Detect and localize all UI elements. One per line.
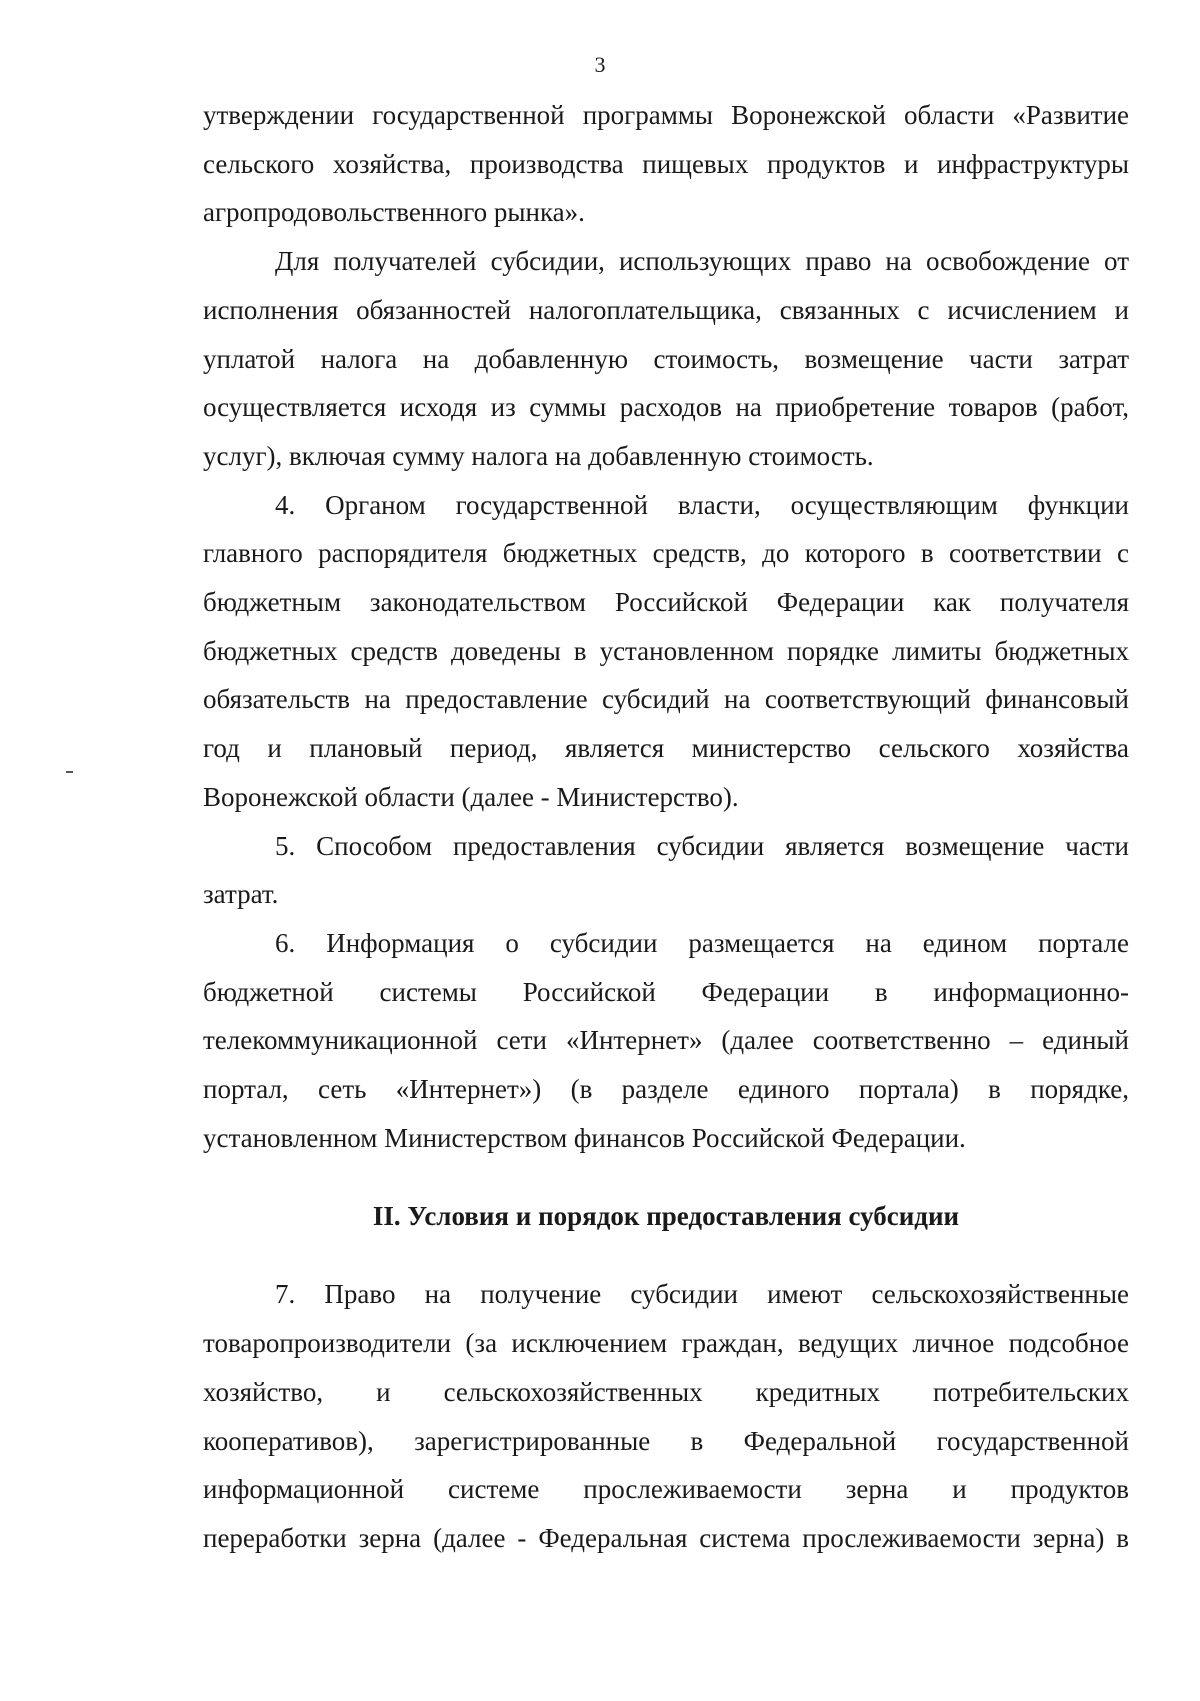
paragraph-continuation [203, 91, 1129, 237]
text-line: агропродовольственного рынка». [203, 197, 585, 228]
text-line: 7. Право на получение субсидии имеют сельскохозяйственные [275, 1279, 1129, 1310]
text-line: обязательств на предоставление субсидий на соответствующий финансовый [203, 684, 1129, 715]
text-line: бюджетной системы Российской Федерации в информационно- [203, 976, 1129, 1007]
text-line: Для получателей субсидии, использующих право на освобождение от [275, 246, 1129, 277]
text-line: 5. Способом предоставления субсидии является возмещение части [275, 830, 1129, 861]
text-line: хозяйство, и сельскохозяйственных кредитных потребительских [203, 1376, 1129, 1407]
section-heading: II. Условия и порядок предоставления субсидии [372, 1201, 960, 1232]
document-body [203, 91, 1129, 1563]
paragraph-vat [203, 237, 1129, 481]
text-line: информационной системе прослеживаемости зерна и продуктов [203, 1474, 1129, 1505]
text-line: товаропроизводители (за исключением граждан, ведущих личное подсобное [203, 1328, 1129, 1359]
text-line: переработки зерна (далее - Федеральная система прослеживаемости зерна) в [203, 1522, 1129, 1553]
text-line: уплатой налога на добавленную стоимость, возмещение части затрат [203, 343, 1129, 374]
text-line: утверждении государственной программы Воронежской области «Развитие [203, 100, 1129, 130]
text-line: бюджетных средств доведены в установленном порядке лимиты бюджетных [203, 635, 1129, 666]
paragraph-5 [203, 822, 1129, 919]
scan-margin-mark [66, 771, 73, 773]
text-line: портал, сеть «Интернет») (в разделе единого портала) в порядке, [203, 1074, 1129, 1105]
text-line: Воронежской области (далее - Министерство). [203, 781, 739, 812]
text-line: главного распорядителя бюджетных средств, до которого в соответствии с [203, 538, 1129, 569]
text-line: исполнения обязанностей налогоплательщика, связанных с исчислением и [203, 294, 1129, 325]
text-line: установленном Министерством финансов Российской Федерации. [203, 1122, 966, 1153]
text-line: 6. Информация о субсидии размещается на едином портале [275, 927, 1129, 958]
text-line: телекоммуникационной сети «Интернет» (далее соответственно – единый [203, 1025, 1129, 1056]
text-line: год и плановый период, является министерство сельского хозяйства [203, 733, 1129, 764]
text-line: бюджетным законодательством Российской Федерации как получателя [203, 587, 1129, 618]
page-number: 3 [594, 52, 606, 77]
text-line: кооперативов), зарегистрированные в Федеральной государственной [203, 1425, 1129, 1456]
text-line: осуществляется исходя из суммы расходов на приобретение товаров (работ, [203, 392, 1129, 423]
text-line: сельского хозяйства, производства пищевых продуктов и инфраструктуры [203, 148, 1129, 179]
text-line: 4. Органом государственной власти, осуществляющим функции [275, 489, 1129, 520]
text-line: затрат. [203, 879, 279, 910]
paragraph-4 [203, 481, 1129, 822]
paragraph-6 [203, 919, 1129, 1163]
text-line: услуг), включая сумму налога на добавленную стоимость. [203, 440, 874, 471]
paragraph-7 [203, 1270, 1129, 1562]
